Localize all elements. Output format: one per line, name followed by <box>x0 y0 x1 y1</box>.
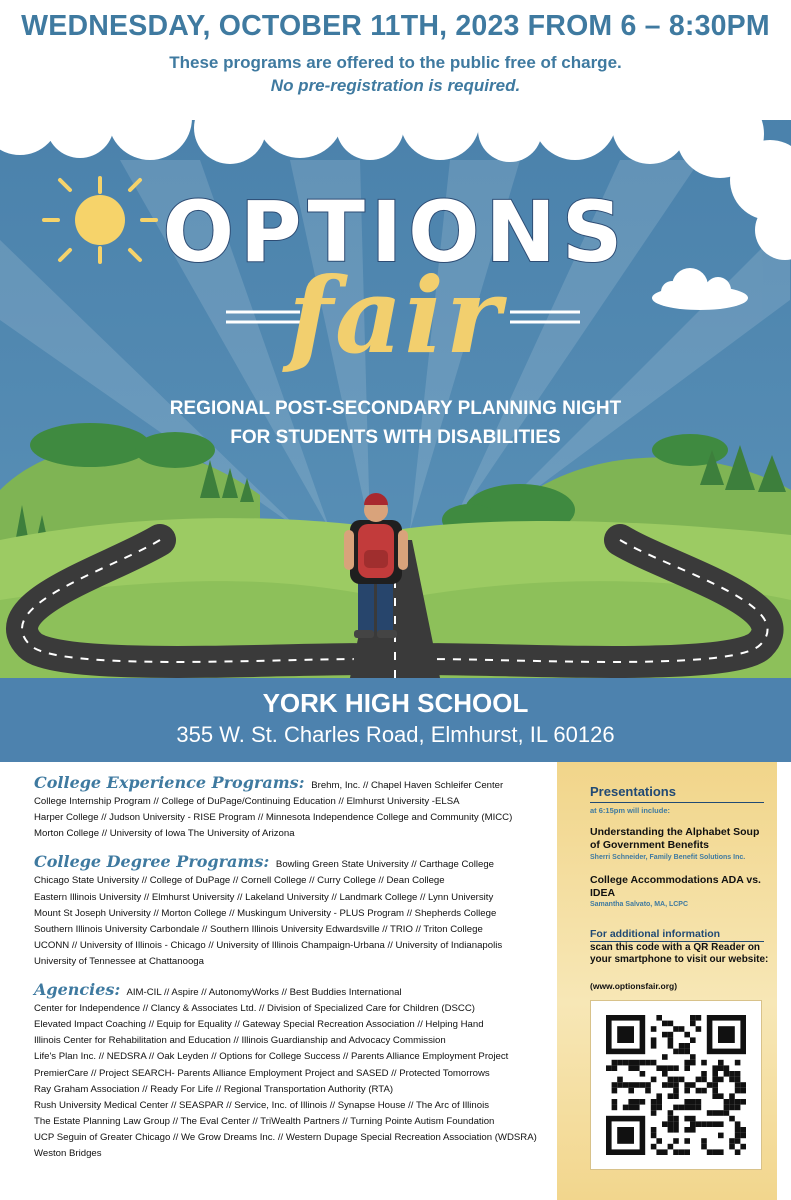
options-title: OPTIONS <box>162 183 629 281</box>
fair-title: fair <box>288 254 503 377</box>
presentation-title: College Accommodations ADA vs. IDEA <box>590 874 761 899</box>
agencies-first-line: AIM-CIL // Aspire // AutonomyWorks // Best Buddies International <box>126 987 402 999</box>
college-degree-heading: College Degree Programs: <box>34 852 270 872</box>
agencies-heading: Agencies: <box>34 980 121 1000</box>
tagline-line-1: REGIONAL POST-SECONDARY PLANNING NIGHT <box>169 398 622 419</box>
college-experience-line: College Internship Program // College of DuPage/Continuing Education // Elmhurst University -ELSA <box>34 796 460 808</box>
college-experience-line: Morton College // University of Iowa The University of Arizona <box>34 828 295 840</box>
qr-code-icon[interactable] <box>591 1001 761 1169</box>
college-experience-heading: College Experience Programs: <box>34 773 305 792</box>
agencies-line: Center for Independence // Clancy & Associates Ltd. // Division of Specialized Care for Children (DSCC) <box>34 1003 475 1015</box>
college-degree-first-line: Bowling Green State University // Carthage College <box>275 859 495 871</box>
presentations-heading: Presentations <box>590 784 676 799</box>
presentation-title: Understanding the Alphabet Soup of Government Benefits <box>590 826 760 851</box>
agencies-line: Weston Bridges <box>34 1147 102 1159</box>
info-text: scan this code with a QR Reader on your smartphone to visit our website: <box>590 942 769 966</box>
venue-address: 355 W. St. Charles Road, Elmhurst, IL 60126 <box>176 722 615 747</box>
college-degree-line: Eastern Illinois University // Elmhurst University // Lakeland University // Landmark College // Lynn University <box>34 891 494 903</box>
event-date-heading: WEDNESDAY, OCTOBER 11TH, 2023 FROM 6 – 8:30PM <box>21 10 770 42</box>
presentation-speaker: Sherri Schneider, Family Benefit Solutions Inc. <box>590 854 746 861</box>
agencies-line: UCP Seguin of Greater Chicago // We Grow Dreams Inc. // Western Dupage Special Recreation Association (WDSRA) <box>34 1131 537 1143</box>
agencies-line: The Estate Planning Law Group // The Eval Center // TriWealth Partners // Turning Pointe Autism Foundation <box>34 1115 495 1127</box>
agencies-section <box>34 982 554 1162</box>
agencies-line: Illinois Center for Rehabilitation and Education // Illinois Guardianship and Advocacy Commission <box>34 1035 446 1047</box>
college-degree-section <box>34 854 554 970</box>
college-degree-line: UCONN // University of Illinois - Chicago // University of Illinois Champaign-Urbana // University of Indianapolis <box>34 939 503 951</box>
website-url[interactable]: (www.optionsfair.org) <box>590 981 678 991</box>
agencies-line: Elevated Impact Coaching // Equip for Equality // Gateway Special Recreation Association // Helping Hand <box>34 1019 484 1031</box>
college-degree-line: Mount St Joseph University // Morton College // Muskingum University - PLUS Program // Shepherds College <box>34 907 497 919</box>
college-experience-first-line: Brehm, Inc. // Chapel Haven Schleifer Center <box>311 780 504 791</box>
tagline-line-2: FOR STUDENTS WITH DISABILITIES <box>230 427 561 448</box>
college-degree-line: Chicago State University // College of DuPage // Cornell College // Curry College // Dean College <box>34 875 445 887</box>
presentation-speaker: Samantha Salvato, MA, LCPC <box>590 901 689 908</box>
free-of-charge-note: These programs are offered to the public free of charge. <box>169 53 622 72</box>
agencies-line: Rush University Medical Center // SEASPAR // Service, Inc. of Illinois // Synapse House // The Arc of Illinois <box>34 1099 489 1111</box>
presentations-divider <box>590 802 764 803</box>
no-registration-note: No pre-registration is required. <box>270 76 521 95</box>
college-degree-line: University of Tennessee at Chattanooga <box>34 955 204 967</box>
agencies-line: PremierCare // Project SEARCH- Parents Alliance Employment Project and SASED // Protected Tomorrows <box>34 1067 490 1079</box>
college-degree-line: Southern Illinois University Carbondale // Southern Illinois University Edwardsville // TRIO // Triton College <box>34 923 483 935</box>
presentations-sidebar <box>557 762 777 1200</box>
agencies-line: Ray Graham Association // Ready For Life // Regional Transportation Authority (RTA) <box>34 1083 394 1095</box>
presentations-time: at 6:15pm will include: <box>590 806 671 815</box>
venue-name: YORK HIGH SCHOOL <box>262 688 529 718</box>
info-heading: For additional information <box>590 928 721 940</box>
college-experience-line: Harper College // Judson University - RISE Program // Minnesota Independence College and Community (MICC) <box>34 812 513 824</box>
program-listing <box>34 775 554 1174</box>
agencies-line: Life's Plan Inc. // NEDSRA // Oak Leyden // Options for College Success // Parents Alliance Employment Project <box>34 1051 509 1063</box>
college-experience-section <box>34 775 554 842</box>
qr-code-box[interactable] <box>590 1000 762 1170</box>
